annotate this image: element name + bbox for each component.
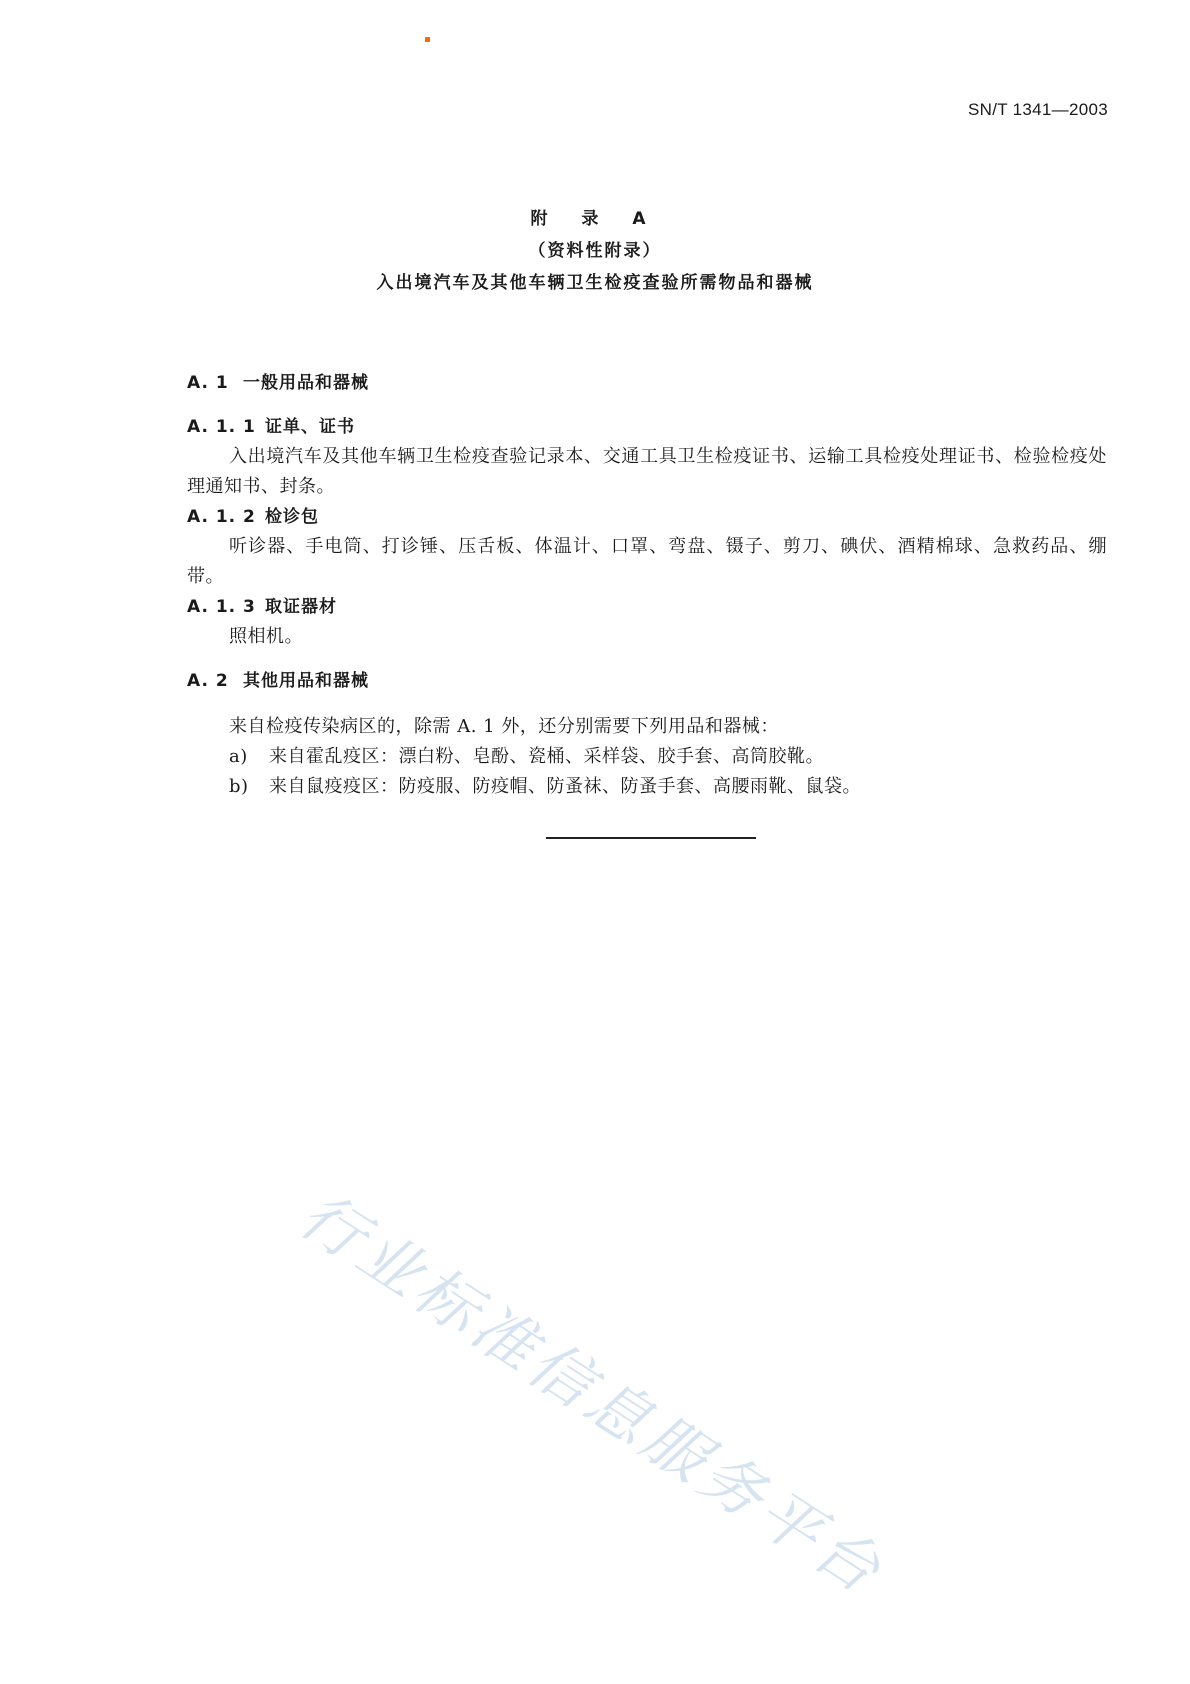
- document-body: [187, 368, 1107, 802]
- section-a1-heading: [187, 368, 1107, 398]
- section-a1-2-text: 听诊器、手电筒、打诊锤、压舌板、体温计、口罩、弯盘、镊子、剪刀、碘伏、酒精棉球、急救药品、绷带。: [187, 536, 1107, 587]
- section-number: A. 1: [187, 373, 229, 393]
- list-item-text: 来自霍乱疫区：漂白粉、皂酚、瓷桶、采样袋、胶手套、高筒胶靴。: [269, 746, 824, 767]
- section-title: 检诊包: [265, 507, 319, 527]
- section-a1-3-heading: [187, 592, 1107, 622]
- list-item-label: b): [229, 776, 249, 797]
- section-a1-1-text: 入出境汽车及其他车辆卫生检疫查验记录本、交通工具卫生检疫证书、运输工具检疫处理证书、检验检疫处理通知书、封条。: [187, 446, 1107, 497]
- appendix-name: 入出境汽车及其他车辆卫生检疫查验所需物品和器械: [376, 273, 814, 293]
- list-item-text: 来自鼠疫疫区：防疫服、防疫帽、防蚤袜、防蚤手套、高腰雨靴、鼠袋。: [269, 776, 861, 797]
- watermark: 行业标准信息服务平台: [287, 1178, 898, 1610]
- section-number: A. 1. 2: [187, 507, 256, 527]
- section-a2-intro: 来自检疫传染病区的，除需 A. 1 外，还分别需要下列用品和器械：: [229, 716, 779, 737]
- section-title: 一般用品和器械: [243, 373, 369, 393]
- section-title: 证单、证书: [265, 417, 355, 437]
- section-number: A. 1. 3: [187, 597, 256, 617]
- section-a1-3-text: 照相机。: [229, 626, 303, 647]
- section-number: A. 2: [187, 671, 229, 691]
- list-item: [187, 742, 1107, 772]
- standard-code: SN/T 1341—2003: [968, 100, 1108, 119]
- list-item-label: a): [229, 746, 248, 767]
- section-title: 取证器材: [265, 597, 337, 617]
- section-a2-heading: [187, 666, 1107, 696]
- section-title: 其他用品和器械: [243, 671, 369, 691]
- section-a1-1-heading: [187, 412, 1107, 442]
- appendix-title: 附 录 A: [530, 209, 660, 229]
- orange-marker: [425, 37, 430, 42]
- list-item: [187, 772, 1107, 802]
- section-number: A. 1. 1: [187, 417, 256, 437]
- appendix-subtitle: （资料性附录）: [528, 241, 662, 261]
- end-rule: [546, 837, 756, 839]
- section-a1-2-heading: [187, 502, 1107, 532]
